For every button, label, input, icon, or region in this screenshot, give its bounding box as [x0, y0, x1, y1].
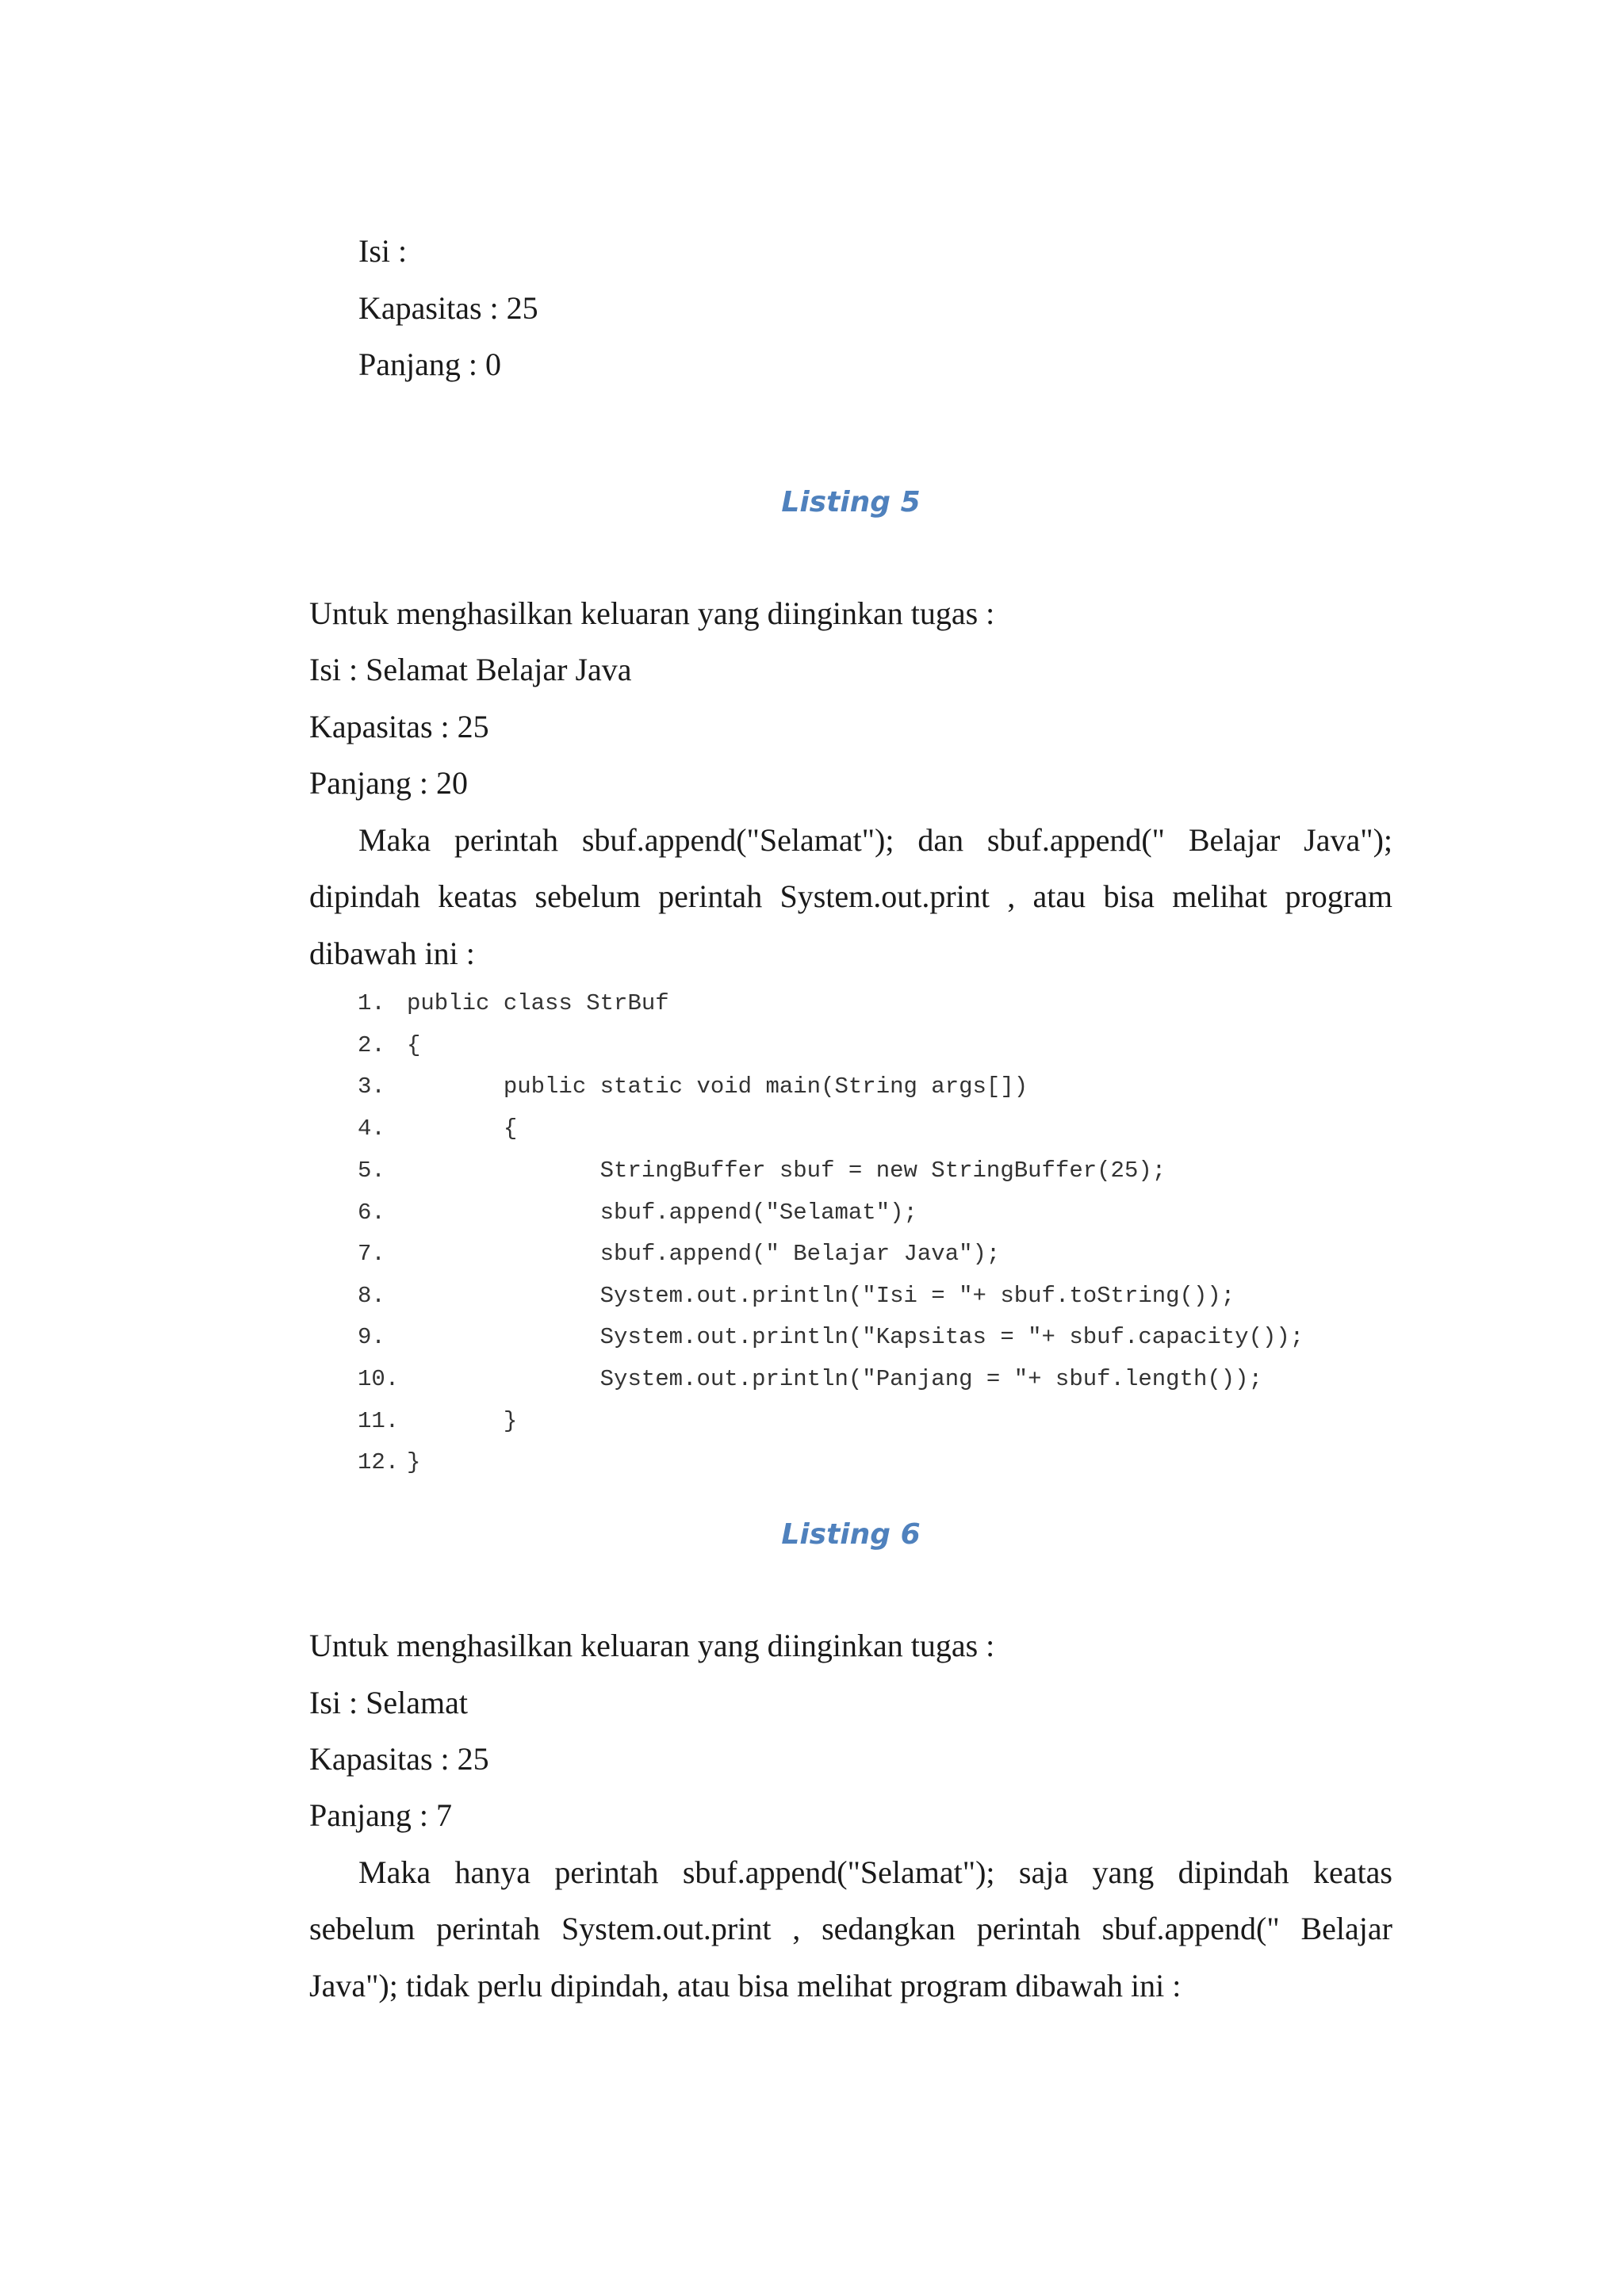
listing-5-paragraph-line-2: dipindah keatas sebelum perintah System.out.print , atau bisa melihat program	[309, 878, 1392, 914]
code-line-number: 3.	[358, 1073, 385, 1100]
listing-5-panjang: Panjang : 20	[309, 765, 468, 801]
listing-6-paragraph-line-2: sebelum perintah System.out.print , sedangkan perintah sbuf.append(" Belajar	[309, 1911, 1392, 1946]
code-line-number: 2.	[358, 1032, 385, 1058]
code-line	[358, 1157, 1166, 1185]
output-kapasitas: Kapasitas : 25	[358, 290, 538, 326]
code-line-number: 5.	[358, 1158, 385, 1184]
code-line	[358, 1365, 1262, 1394]
listing-5-caption: Listing 5	[781, 486, 921, 519]
code-line-text: sbuf.append("Selamat");	[407, 1200, 917, 1226]
listing-6-kapasitas: Kapasitas : 25	[309, 1741, 489, 1777]
code-line	[358, 1240, 1000, 1269]
listing-6-intro: Untuk menghasilkan keluaran yang diinginkan tugas :	[309, 1628, 995, 1663]
output-isi: Isi :	[358, 233, 408, 269]
code-line-number: 1.	[358, 990, 385, 1016]
listing-5-intro: Untuk menghasilkan keluaran yang diinginkan tugas :	[309, 595, 995, 631]
listing-6-isi: Isi : Selamat	[309, 1685, 468, 1720]
listing-5-kapasitas: Kapasitas : 25	[309, 709, 489, 744]
code-line-text: System.out.println("Panjang = "+ sbuf.length());	[407, 1366, 1262, 1392]
code-line-text: {	[407, 1115, 518, 1142]
output-panjang: Panjang : 0	[358, 346, 501, 382]
listing-6-paragraph-line-1: Maka hanya perintah sbuf.append("Selamat"); saja yang dipindah keatas	[358, 1854, 1392, 1890]
code-line-number: 9.	[358, 1324, 385, 1350]
code-line	[358, 1323, 1304, 1352]
code-line	[358, 1407, 517, 1436]
code-line	[358, 1031, 420, 1060]
code-line-number: 12.	[358, 1449, 400, 1475]
code-line-number: 6.	[358, 1200, 385, 1226]
listing-5-paragraph-line-1: Maka perintah sbuf.append("Selamat"); dan sbuf.append(" Belajar Java");	[358, 822, 1392, 858]
listing-6-caption: Listing 6	[781, 1518, 921, 1551]
listing-5-isi: Isi : Selamat Belajar Java	[309, 652, 632, 687]
code-line	[358, 989, 669, 1018]
code-line-number: 10.	[358, 1366, 400, 1392]
listing-5-paragraph-line-3: dibawah ini :	[309, 936, 475, 971]
listing-6-paragraph-line-3: Java"); tidak perlu dipindah, atau bisa melihat program dibawah ini :	[309, 1968, 1182, 2003]
code-line-text: System.out.println("Kapsitas = "+ sbuf.capacity());	[407, 1324, 1304, 1350]
code-line-number: 11.	[358, 1408, 400, 1434]
code-line	[358, 1115, 517, 1143]
listing-6-panjang: Panjang : 7	[309, 1797, 452, 1833]
code-line	[358, 1199, 917, 1227]
code-line	[358, 1282, 1235, 1311]
code-line-text: public static void main(String args[])	[407, 1073, 1028, 1100]
code-line-text: sbuf.append(" Belajar Java");	[407, 1241, 1001, 1267]
code-line-number: 8.	[358, 1283, 385, 1309]
code-line-text: StringBuffer sbuf = new StringBuffer(25);	[407, 1158, 1166, 1184]
code-line-text: System.out.println("Isi = "+ sbuf.toString());	[407, 1283, 1235, 1309]
code-line-text: }	[407, 1449, 421, 1475]
code-line	[358, 1073, 1028, 1101]
code-line-number: 7.	[358, 1241, 385, 1267]
code-line	[358, 1448, 420, 1477]
code-line-text: {	[407, 1032, 421, 1058]
code-line-text: public class StrBuf	[407, 990, 669, 1016]
code-line-number: 4.	[358, 1115, 385, 1142]
code-line-text: }	[407, 1408, 518, 1434]
